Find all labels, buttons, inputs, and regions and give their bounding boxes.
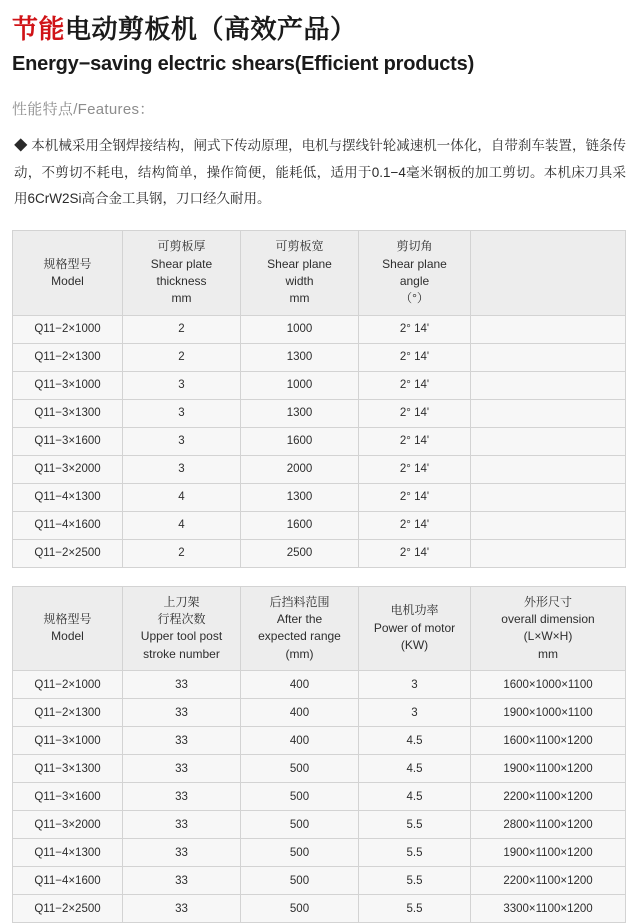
cell-angle: 2° 14' <box>359 455 471 483</box>
th-line: 剪切角 <box>396 239 433 254</box>
th-line: mm <box>289 291 310 306</box>
cell-spacer <box>471 343 626 371</box>
th-line: mm <box>171 291 192 306</box>
cell-model: Q11−2×2500 <box>13 895 123 923</box>
cell-angle: 2° 14' <box>359 427 471 455</box>
cell-motor-power: 4.5 <box>359 783 471 811</box>
cell-expected-range: 500 <box>241 783 359 811</box>
table-row <box>13 839 626 867</box>
th-line: Power of motor <box>373 620 456 635</box>
th-line: (mm) <box>285 646 314 661</box>
cell-overall-dimension: 1900×1100×1200 <box>471 839 626 867</box>
th-line: 外形尺寸 <box>523 594 572 609</box>
cell-angle: 2° 14' <box>359 483 471 511</box>
th-line: 电机功率 <box>390 603 439 618</box>
th-expected-range <box>241 586 359 671</box>
cell-overall-dimension: 3300×1100×1200 <box>471 895 626 923</box>
table-row <box>13 811 626 839</box>
cell-model: Q11−3×2000 <box>13 811 123 839</box>
cell-width: 1000 <box>241 315 359 343</box>
cell-model: Q11−2×1300 <box>13 343 123 371</box>
cell-thickness: 3 <box>123 371 241 399</box>
cell-width: 1300 <box>241 483 359 511</box>
th-shear-plate-thickness <box>123 231 241 316</box>
cell-width: 1600 <box>241 511 359 539</box>
page-title-cn-rest: 电动剪板机（高效产品） <box>65 14 357 44</box>
cell-angle: 2° 14' <box>359 511 471 539</box>
cell-stroke-number: 33 <box>123 867 241 895</box>
table-row <box>13 455 626 483</box>
cell-overall-dimension: 1600×1100×1200 <box>471 727 626 755</box>
th-shear-angle <box>359 231 471 316</box>
th-line: angle <box>399 273 430 288</box>
cell-width: 2500 <box>241 539 359 567</box>
cell-spacer <box>471 399 626 427</box>
cell-motor-power: 5.5 <box>359 839 471 867</box>
th-line: Upper tool post <box>140 629 223 644</box>
cell-motor-power: 4.5 <box>359 727 471 755</box>
cell-thickness: 2 <box>123 343 241 371</box>
cell-width: 1600 <box>241 427 359 455</box>
cell-overall-dimension: 1900×1100×1200 <box>471 755 626 783</box>
th-line: Model <box>51 629 84 644</box>
cell-spacer <box>471 371 626 399</box>
cell-model: Q11−4×1600 <box>13 867 123 895</box>
cell-expected-range: 400 <box>241 727 359 755</box>
th-line: stroke number <box>143 646 220 661</box>
cell-stroke-number: 33 <box>123 839 241 867</box>
cell-angle: 2° 14' <box>359 343 471 371</box>
cell-spacer <box>471 483 626 511</box>
th-line: mm <box>538 646 558 661</box>
table-row <box>13 343 626 371</box>
cell-expected-range: 500 <box>241 811 359 839</box>
cell-width: 1300 <box>241 343 359 371</box>
cell-model: Q11−3×1300 <box>13 399 123 427</box>
cell-model: Q11−3×1600 <box>13 783 123 811</box>
cell-model: Q11−2×1300 <box>13 699 123 727</box>
cell-overall-dimension: 2200×1100×1200 <box>471 867 626 895</box>
table-row <box>13 783 626 811</box>
cell-motor-power: 3 <box>359 699 471 727</box>
cell-motor-power: 5.5 <box>359 867 471 895</box>
cell-expected-range: 400 <box>241 699 359 727</box>
th-line: 后挡料范围 <box>269 594 330 609</box>
cell-spacer <box>471 427 626 455</box>
spec-table-extended <box>12 586 626 923</box>
cell-stroke-number: 33 <box>123 783 241 811</box>
product-spec-page <box>0 14 640 915</box>
table-header <box>13 231 626 316</box>
cell-thickness: 3 <box>123 455 241 483</box>
cell-model: Q11−4×1300 <box>13 839 123 867</box>
table-header <box>13 586 626 671</box>
th-line: 行程次数 <box>157 612 206 627</box>
page-title-cn-highlight: 节能 <box>12 14 66 44</box>
table-row <box>13 539 626 567</box>
cell-thickness: 4 <box>123 511 241 539</box>
features-body: ◆ 本机械采用全钢焊接结构，闸式下传动原理，电机与摆线针轮减速机一体化，自带刹车装置，链条传动，不剪切不耗电，结构简单，操作简便，能耗低，适用于0.1−4毫米钢板的加工剪切。本机床刀具采用6CrW2Si高合金工具钢，刀口经久耐用。 <box>14 138 626 206</box>
th-line: Shear plane <box>382 256 447 271</box>
cell-stroke-number: 33 <box>123 755 241 783</box>
spec-table-basic <box>12 230 626 568</box>
th-shear-plate-width <box>241 231 359 316</box>
cell-model: Q11−4×1600 <box>13 511 123 539</box>
cell-stroke-number: 33 <box>123 895 241 923</box>
table-row <box>13 867 626 895</box>
th-line: 规格型号 <box>43 256 92 271</box>
th-line: (KW) <box>400 638 429 653</box>
cell-width: 1300 <box>241 399 359 427</box>
table-row <box>13 427 626 455</box>
table-body <box>13 315 626 567</box>
th-line: Model <box>51 273 84 288</box>
table-row <box>13 315 626 343</box>
th-line: （°） <box>400 291 429 306</box>
cell-stroke-number: 33 <box>123 699 241 727</box>
cell-angle: 2° 14' <box>359 539 471 567</box>
cell-model: Q11−2×1000 <box>13 671 123 699</box>
table-row <box>13 671 626 699</box>
cell-stroke-number: 33 <box>123 811 241 839</box>
table-row <box>13 399 626 427</box>
cell-overall-dimension: 2200×1100×1200 <box>471 783 626 811</box>
cell-model: Q11−2×1000 <box>13 315 123 343</box>
cell-model: Q11−2×2500 <box>13 539 123 567</box>
features-heading: 性能特点/Features： <box>12 101 155 119</box>
th-model <box>13 231 123 316</box>
cell-model: Q11−3×1300 <box>13 755 123 783</box>
th-model <box>13 586 123 671</box>
th-line: thickness <box>156 273 207 288</box>
cell-expected-range: 500 <box>241 867 359 895</box>
cell-angle: 2° 14' <box>359 371 471 399</box>
cell-expected-range: 500 <box>241 755 359 783</box>
cell-model: Q11−3×1000 <box>13 371 123 399</box>
cell-thickness: 3 <box>123 427 241 455</box>
table-header-row <box>13 586 626 671</box>
cell-overall-dimension: 1600×1000×1100 <box>471 671 626 699</box>
th-line: Shear plate <box>150 256 213 271</box>
th-line: 可剪板厚 <box>157 239 206 254</box>
th-line: Shear plane <box>267 256 332 271</box>
cell-expected-range: 500 <box>241 895 359 923</box>
table-header-row <box>13 231 626 316</box>
cell-model: Q11−3×2000 <box>13 455 123 483</box>
table-row <box>13 371 626 399</box>
cell-spacer <box>471 455 626 483</box>
cell-expected-range: 500 <box>241 839 359 867</box>
cell-motor-power: 5.5 <box>359 811 471 839</box>
cell-spacer <box>471 315 626 343</box>
th-line: expected range <box>258 629 341 644</box>
cell-thickness: 3 <box>123 399 241 427</box>
cell-angle: 2° 14' <box>359 399 471 427</box>
cell-spacer <box>471 539 626 567</box>
cell-stroke-number: 33 <box>123 671 241 699</box>
cell-thickness: 2 <box>123 315 241 343</box>
table-body <box>13 671 626 923</box>
cell-thickness: 2 <box>123 539 241 567</box>
cell-motor-power: 3 <box>359 671 471 699</box>
table-row <box>13 511 626 539</box>
th-spacer <box>471 231 626 316</box>
cell-overall-dimension: 1900×1000×1100 <box>471 699 626 727</box>
th-line: After the <box>276 612 323 627</box>
cell-model: Q11−4×1300 <box>13 483 123 511</box>
th-stroke-number <box>123 586 241 671</box>
th-line: 可剪板宽 <box>275 239 324 254</box>
cell-width: 2000 <box>241 455 359 483</box>
th-line: width <box>285 273 314 288</box>
th-line: 上刀架 <box>163 594 200 609</box>
cell-model: Q11−3×1600 <box>13 427 123 455</box>
cell-expected-range: 400 <box>241 671 359 699</box>
cell-overall-dimension: 2800×1100×1200 <box>471 811 626 839</box>
table-row <box>13 727 626 755</box>
th-line: 规格型号 <box>43 612 92 627</box>
cell-angle: 2° 14' <box>359 315 471 343</box>
cell-width: 1000 <box>241 371 359 399</box>
cell-motor-power: 5.5 <box>359 895 471 923</box>
cell-stroke-number: 33 <box>123 727 241 755</box>
th-overall-dimension <box>471 586 626 671</box>
table-row <box>13 895 626 923</box>
page-title <box>12 14 628 45</box>
th-motor-power <box>359 586 471 671</box>
cell-model: Q11−3×1000 <box>13 727 123 755</box>
table-row <box>13 483 626 511</box>
table-row <box>13 699 626 727</box>
cell-spacer <box>471 511 626 539</box>
page-subtitle-en: Energy−saving electric shears(Efficient products) <box>12 53 475 76</box>
th-line: overall dimension <box>501 612 595 627</box>
cell-motor-power: 4.5 <box>359 755 471 783</box>
table-row <box>13 755 626 783</box>
cell-thickness: 4 <box>123 483 241 511</box>
th-line: (L×W×H) <box>523 629 573 644</box>
